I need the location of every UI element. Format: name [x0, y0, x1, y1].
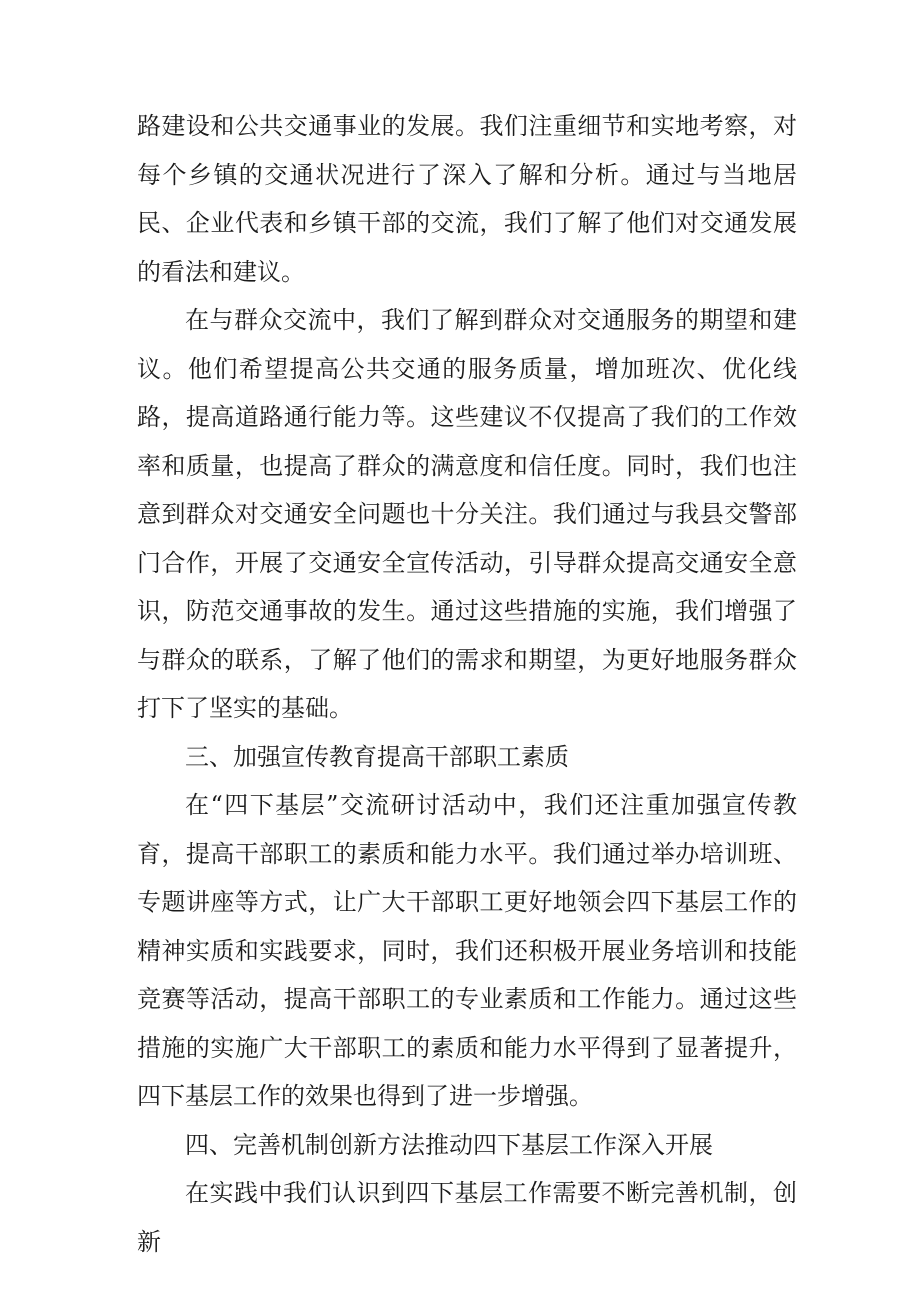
- paragraph-1: 路建设和公共交通事业的发展。我们注重细节和实地考察，对每个乡镇的交通状况进行了深入了解和分析。通过与当地居民、企业代表和乡镇干部的交流，我们了解了他们对交通发展的看法和建议。: [137, 112, 797, 286]
- paragraph-4: 在“四下基层”交流研讨活动中，我们还注重加强宣传教育，提高干部职工的素质和能力水平。我们通过举办培训班、专题讲座等方式，让广大干部职工更好地领会四下基层工作的精神实质和实践要求，同时，我们还积极开展业务培训和技能竞赛等活动，提高干部职工的专业素质和工作能力。通过这些措施的实施广大干部职工的素质和能力水平得到了显著提升，四下基层工作的效果也得到了进一步增强。: [137, 791, 797, 1110]
- section-heading-3: 三、加强宣传教育提高干部职工素质: [185, 742, 569, 771]
- paragraph-6: 在实践中我们认识到四下基层工作需要不断完善机制，创新: [137, 1179, 797, 1256]
- section-heading-4: 四、完善机制创新方法推动四下基层工作深入开展: [185, 1130, 713, 1159]
- document-body: [137, 102, 797, 1266]
- paragraph-2: 在与群众交流中，我们了解到群众对交通服务的期望和建议。他们希望提高公共交通的服务质量，增加班次、优化线路，提高道路通行能力等。这些建议不仅提高了我们的工作效率和质量，也提高了群众的满意度和信任度。同时，我们也注意到群众对交通安全问题也十分关注。我们通过与我县交警部门合作，开展了交通安全宣传活动，引导群众提高交通安全意识，防范交通事故的发生。通过这些措施的实施，我们增强了与群众的联系，了解了他们的需求和期望，为更好地服务群众打下了坚实的基础。: [137, 306, 797, 722]
